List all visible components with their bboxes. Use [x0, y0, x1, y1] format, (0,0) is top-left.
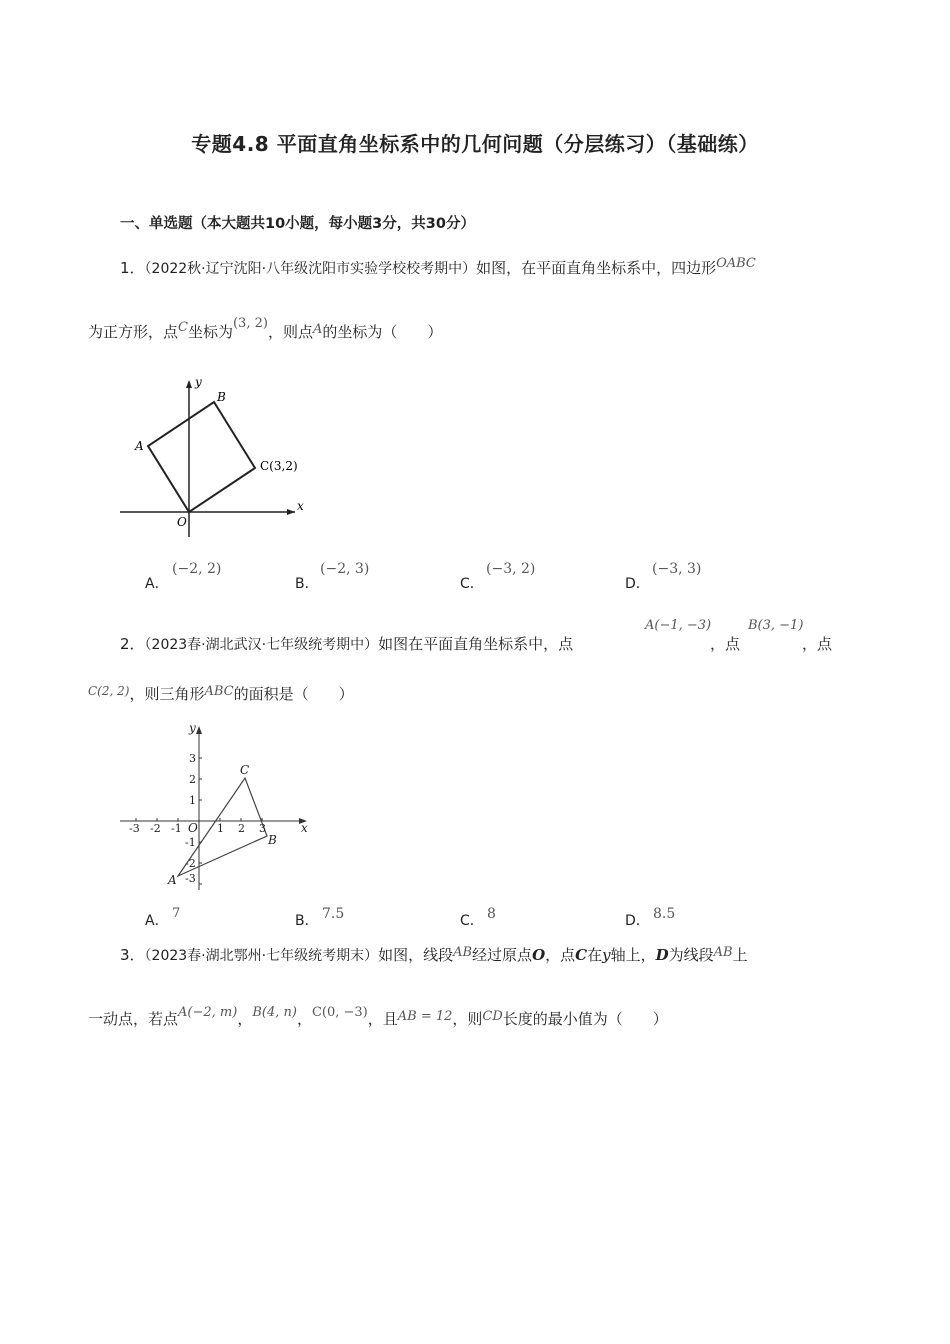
math-abc: ABC — [204, 684, 234, 699]
question-2-line-1 — [120, 634, 573, 655]
math-d: D — [655, 946, 669, 964]
tick-label-x-1: 1 — [217, 822, 224, 835]
question-3-line-2 — [88, 1005, 668, 1031]
figure-triangle-abc — [115, 718, 325, 893]
q2-option-d[interactable] — [625, 910, 650, 930]
section-heading: 一、单选题（本大题共10小题，每小题3分，共30分） — [120, 216, 475, 232]
math-point-c: C(0, −3) — [311, 1005, 368, 1020]
q2-option-c-value: 8 — [487, 906, 496, 922]
math-c: C — [575, 946, 588, 964]
question-3-line-1 — [120, 945, 748, 967]
x-axis-arrow — [287, 509, 295, 515]
math-y: y — [602, 946, 611, 964]
q2-option-d-value: 8.5 — [653, 906, 676, 922]
tick-label-x-2: 2 — [238, 822, 245, 835]
q2-sep-2: ，点 — [802, 635, 833, 653]
math-ab-eq: AB = 12 — [397, 1009, 453, 1024]
tick-label-y-1: 1 — [189, 794, 196, 807]
label-o: O — [188, 821, 198, 835]
q1-option-b-value: (−2, 3) — [320, 561, 370, 577]
math-point-b: B(4, n) — [252, 1005, 297, 1020]
q1-option-a-value: (−2, 2) — [172, 561, 222, 577]
question-1-line-2 — [88, 316, 443, 344]
tick-label-x-3: 3 — [259, 822, 266, 835]
question-text: 为线段 — [668, 946, 714, 964]
math-point-b: B(3, −1) — [748, 618, 804, 633]
math-ab-2: AB — [713, 945, 733, 960]
question-text: 坐标为 — [187, 323, 233, 341]
option-label: A． — [145, 576, 169, 592]
question-source: （2022秋·辽宁沈阳·八年级沈阳市实验学校校考期中） — [144, 261, 477, 277]
question-text: ，且 — [367, 1010, 398, 1028]
question-text: 为正方形，点 — [88, 323, 179, 341]
question-number: 3． — [120, 946, 145, 964]
tick-label-y--3: -3 — [185, 872, 196, 885]
tick-label-y-2: 2 — [189, 773, 196, 786]
question-source: （2023春·湖北鄂州·七年级统考期末） — [144, 948, 379, 964]
option-label: C． — [460, 576, 484, 592]
q2-option-a[interactable] — [145, 910, 169, 930]
option-label: D． — [625, 913, 650, 929]
math-o: O — [532, 946, 546, 964]
question-text: 轴上， — [610, 946, 656, 964]
question-2-line-2 — [88, 684, 354, 706]
q1-option-b[interactable] — [295, 573, 319, 593]
question-text: ，点 — [545, 946, 576, 964]
tick-label-x--2: -2 — [150, 822, 161, 835]
square-oabc — [148, 402, 255, 512]
q1-option-c-value: (−3, 2) — [486, 561, 536, 577]
math-C: C — [178, 320, 188, 335]
question-text: ，则 — [452, 1010, 483, 1028]
q2-option-b-value: 7.5 — [322, 906, 345, 922]
label-o: O — [177, 515, 187, 529]
option-label: A． — [145, 913, 169, 929]
label-c: C — [240, 763, 250, 777]
question-text: 长度的最小值为（ ） — [502, 1010, 668, 1028]
q1-option-c[interactable] — [460, 573, 484, 593]
question-text: ，则点 — [267, 323, 313, 341]
question-text: 经过原点 — [472, 946, 533, 964]
question-text: 的面积是（ ） — [233, 685, 354, 703]
tick-label-y-3: 3 — [189, 752, 196, 765]
option-label: C． — [460, 913, 484, 929]
tick-label-y--1: -1 — [185, 836, 196, 849]
question-text: ， — [296, 1010, 312, 1028]
figure-square-oabc — [115, 372, 315, 542]
q1-option-a[interactable] — [145, 573, 169, 593]
label-y: y — [189, 721, 196, 735]
label-x: x — [297, 499, 304, 513]
question-text: ， — [237, 1010, 253, 1028]
page-title: 专题4.8 平面直角坐标系中的几何问题（分层练习）（基础练） — [191, 132, 759, 156]
question-text: 在 — [587, 946, 603, 964]
tick-label-y--2: -2 — [185, 857, 196, 870]
q1-option-d-value: (−3, 3) — [652, 561, 702, 577]
question-text: 上 — [732, 946, 748, 964]
question-source: （2023春·湖北武汉·七年级统考期中） — [144, 637, 379, 653]
label-y: y — [195, 375, 202, 389]
label-b: B — [217, 390, 226, 404]
option-label: B． — [295, 576, 319, 592]
math-cd: CD — [482, 1009, 503, 1024]
q2-option-b[interactable] — [295, 910, 319, 930]
q2-option-a-value: 7 — [172, 906, 181, 921]
question-text: 如图，线段 — [378, 946, 454, 964]
math-ab: AB — [453, 945, 473, 960]
label-c: C(3,2) — [260, 459, 298, 473]
label-b: B — [268, 833, 277, 847]
y-axis-arrow — [186, 380, 192, 388]
option-label: B． — [295, 913, 319, 929]
math-point-c: C(2, 2) — [88, 684, 130, 698]
question-number: 2． — [120, 635, 145, 653]
option-label: D． — [625, 576, 650, 592]
question-number: 1． — [120, 259, 145, 277]
math-point-a: A(−1, −3) — [645, 618, 712, 633]
math-coord: (3, 2) — [232, 316, 268, 331]
q2-sep-1: ，点 — [710, 635, 741, 653]
question-text: 如图在平面直角坐标系中，点 — [378, 635, 574, 653]
math-A: A — [312, 322, 323, 337]
q2-option-c[interactable] — [460, 910, 484, 930]
question-text: 如图，在平面直角坐标系中，四边形 — [476, 259, 717, 277]
label-x: x — [301, 821, 308, 835]
math-point-a: A(−2, m) — [178, 1005, 238, 1020]
q1-option-d[interactable] — [625, 573, 650, 593]
math-OABC: OABC — [716, 256, 756, 271]
question-1-line-1 — [120, 258, 756, 280]
y-axis-arrow — [196, 726, 202, 734]
question-text: 的坐标为（ ） — [322, 323, 443, 341]
tick-label-x--1: -1 — [171, 822, 182, 835]
label-a: A — [168, 873, 177, 887]
question-text: ，则三角形 — [129, 685, 205, 703]
label-a: A — [135, 439, 144, 453]
tick-label-x--3: -3 — [129, 822, 140, 835]
question-text: 一动点，若点 — [88, 1010, 179, 1028]
